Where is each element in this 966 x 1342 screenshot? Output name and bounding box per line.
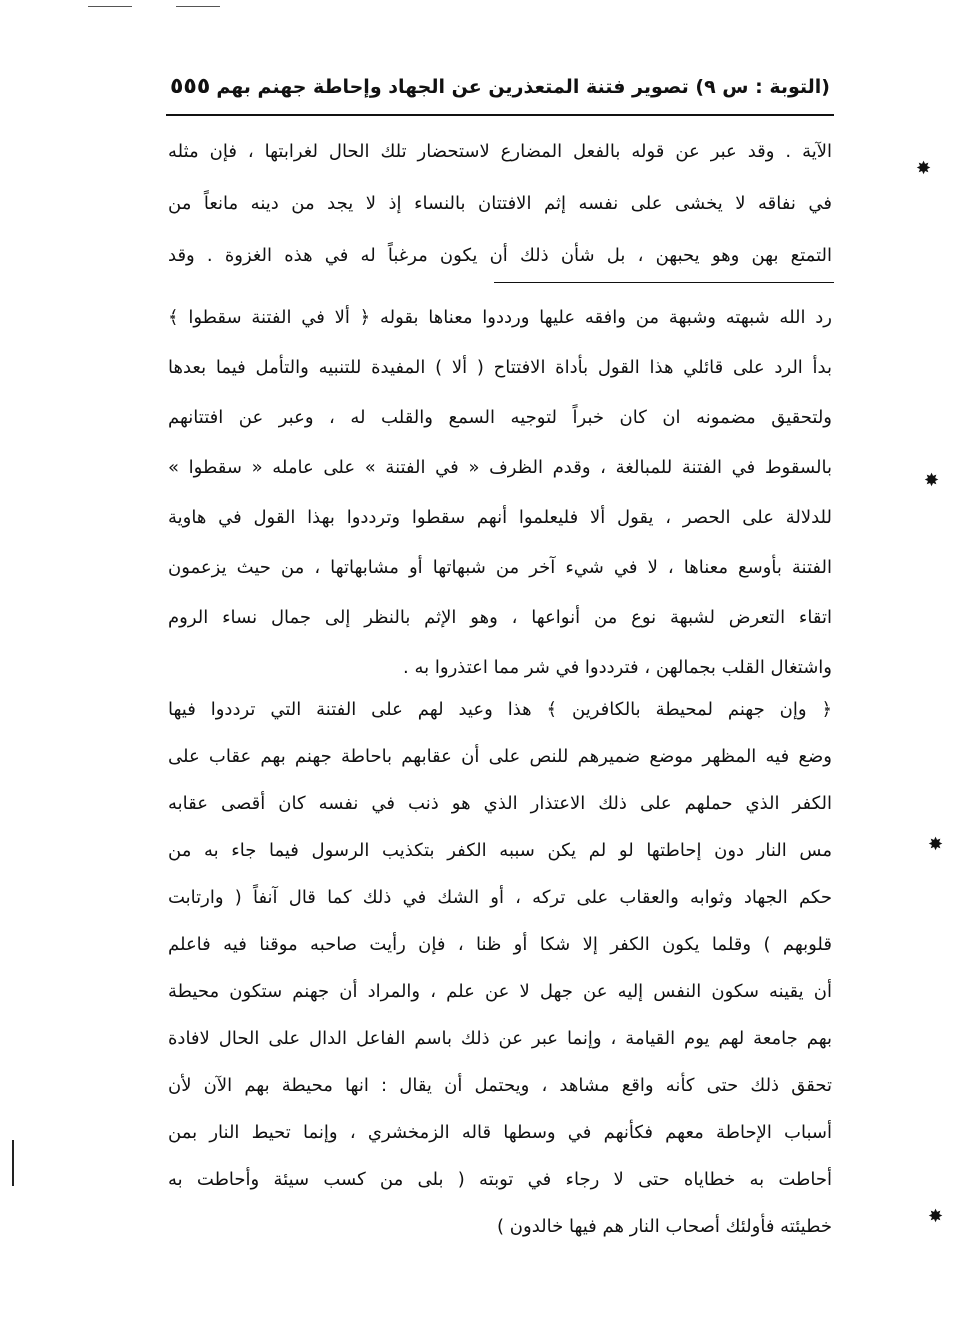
text-line: واشتغال القلب بجمالهن ، فترددوا في شر مما اعتذروا به .: [403, 657, 832, 678]
text-line: الآية . وقد عبر عن قوله بالفعل المضارع لاستحضار تلك الحال لغرابتها ، فإن مثله: [168, 141, 832, 162]
text-line: أن يقينه سكون النفس إليه عن جهل لا عن علم ، والمراد أن جهنم ستكون محيطة: [168, 981, 832, 1002]
text-line: بهم جامعة لهم يوم القيامة ، وإنما عبر عن ذلك باسم الفاعل الدال على الحال لافادة: [168, 1028, 832, 1049]
text-line: الكفر الذي حملهم على ذلك الاعتذار الذي هو ذنب في نفسه كان أقصى عقابه: [168, 793, 832, 814]
top-edge-rule: [176, 6, 220, 7]
header-title: (التوبة : س ٩) تصوير فتنة المتعذرين عن الجهاد وإحاطة جهنم بهم: [216, 76, 830, 98]
page-number: ٥٥٥: [170, 74, 211, 99]
text-line: أحاطت به خطاياه حتى لا رجاء في توبته ( بلى من كسب سيئة وأحاطت به: [168, 1169, 832, 1190]
margin-star-icon: ✸: [916, 158, 932, 179]
margin-star-icon: ✸: [928, 834, 944, 855]
running-header: [170, 72, 830, 112]
text-line: بالسقوط في الفتنة للمبالغة ، وقدم الظرف « في الفتنة » على عامله « سقطوا »: [168, 457, 832, 478]
text-line: ﴿ وإن جهنم لمحيطة بالكافرين ﴾ هذا وعيد لهم على الفتنة التي ترددوا فيها: [168, 699, 832, 720]
text-line: اتقاء التعرض لشبهة نوع من أنواعها ، وهو الإثم بالنظر إلى جمال نساء الروم: [168, 607, 832, 628]
text-line: بدأ الرد على قائلي هذا القول بأداة الافتتاح ( ألا ) المفيدة للتنبيه والتأمل فيما بعدها: [168, 357, 832, 378]
text-line: قلوبهم ) وقلما يكون الكفر إلا شكا أو ظنا ، فإن رأيت صاحبه موقنا فيه فاعلم: [168, 934, 832, 955]
top-edge-rule: [88, 6, 132, 7]
text-line: وضع فيه المظهر موضع ضميرهم للنص على أن عقابهم باحاطة جهنم بهم عقاب على: [168, 746, 832, 767]
section-rule: [494, 282, 834, 283]
margin-star-icon: ✸: [924, 470, 940, 491]
text-line: رد الله شبهته وشبهة من وافقه عليها ورددوا معناها بقوله ﴿ ألا في الفتنة سقطوا ﴾: [168, 307, 832, 328]
text-line: مس النار دون إحاطتها لو لم يكن سببه الكفر بتكذيب الرسول فيما جاء به من: [168, 840, 832, 861]
text-line: الفتنة بأوسع معناها ، لا في شيء آخر من شبهاتها أو مشابهاتها ، من حيث يزعمون: [168, 557, 832, 578]
text-line: التمتع بهن وهو يحبهن ، بل شأن ذلك أن يكون مرغباً له في هذه الغزوة . وقد: [168, 245, 832, 266]
scan-edge-mark: [12, 1140, 14, 1186]
text-line: خطيئته فأولئك أصحاب النار هم فيها خالدون ): [497, 1216, 832, 1237]
text-line: ولتحقيق مضمونه ان كان خبراً لتوجيه السمع والقلب له ، وعبر عن افتتانهم: [168, 407, 832, 428]
margin-star-icon: ✸: [928, 1206, 944, 1227]
text-line: في نفاقه لا يخشى على نفسه إثم الافتتان بالنساء إذ لا يجد من دينه مانعاً من: [168, 193, 832, 214]
text-line: أسباب الإحاطة معهم فكأنهم في وسطها قاله الزمخشري ، وإنما تحيط النار بمن: [168, 1122, 832, 1143]
header-rule: [166, 114, 834, 116]
text-line: للدلالة على الحصر ، يقول ألا فليعلموا أنهم سقطوا وترددوا بهذا القول في هاوية: [168, 507, 832, 528]
text-line: تحقق ذلك حتى كأنه واقع مشاهد ، ويحتمل أن يقال : انها محيطة بهم الآن لأن: [168, 1075, 832, 1096]
text-line: حكم الجهاد وثوابه والعقاب على تركه ، أو الشك في ذلك كما قال آنفاً ( وارتابت: [168, 887, 832, 908]
